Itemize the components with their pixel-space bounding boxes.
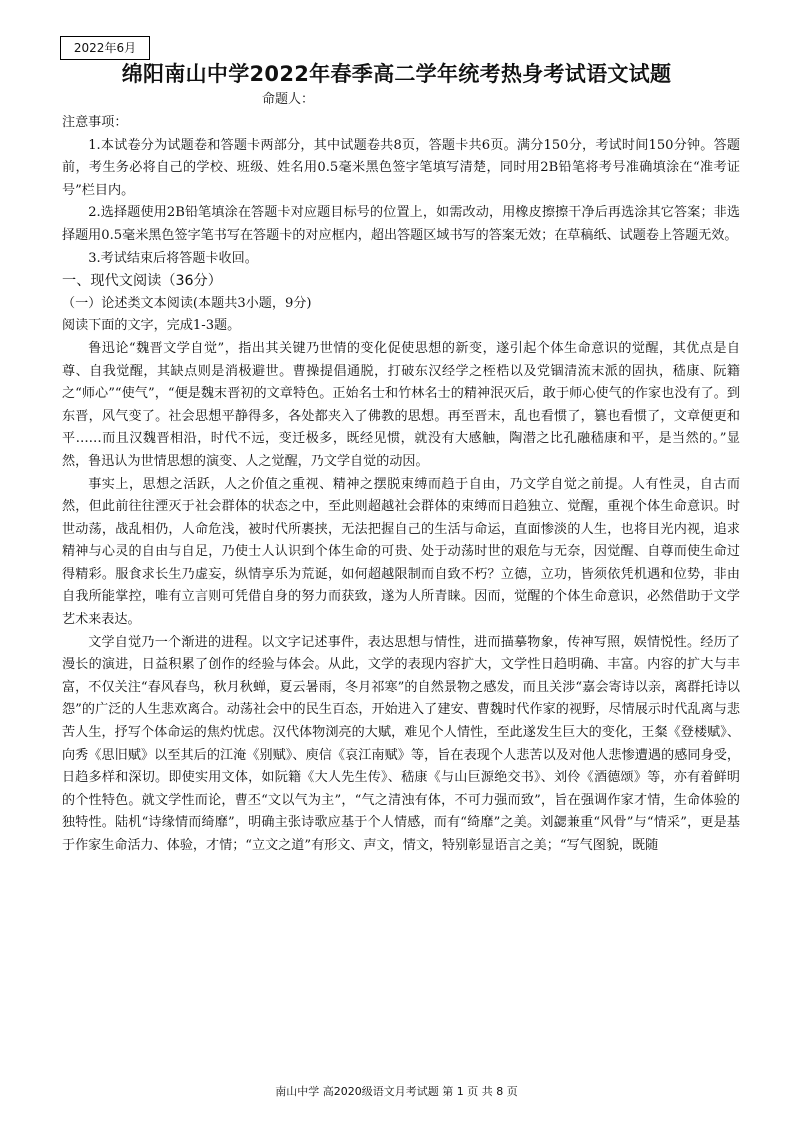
date-label: 2022年6月: [60, 36, 150, 60]
notice-heading: 注意事项：: [62, 115, 128, 130]
page-footer: 南山中学 高2020级语文月考试题 第 1 页 共 8 页: [275, 1085, 518, 1098]
author-label: 命题人：: [262, 92, 315, 107]
notice-item: 1.本试卷分为试题卷和答题卡两部分，其中试题卷共8页，答题卡共6页。满分150分，考试时间150分钟。答题前，考生务必将自己的学校、班级、姓名用0.5毫米黑色签字笔填写清楚，同时用2B铅笔将考号准确填涂在“准考证号”栏目内。: [62, 137, 740, 198]
reading-paragraph: 事实上，思想之活跃，人之价值之重视、精神之摆脱束缚而趋于自由，乃文学自觉之前提。人有性灵，自古而然，但此前往往湮灭于社会群体的状态之中，至此则超越社会群体的束缚而日趋独立、觉醒，重视个体生命意识。时世动荡，战乱相仍，人命危浅，被时代所裹挟，无法把握自己的生活与命运，直面惨淡的人生，也将目光内视，追求精神与心灵的自由与自足，乃使士人认识到个体生命的可贵、处于动荡时世的艰危与无奈，因觉醒、自尊而使生命过得精彩。服食求长生乃虚妄，纵情享乐为荒诞，如何超越限制而自致不朽？立德，立功，皆须依凭机遇和位势，非由自我所能掌控，唯有立言则可凭借自身的努力而获致，遂为人所青睐。因而，觉醒的个体生命意识，必然借助于文学艺术来表达。: [62, 476, 740, 628]
section-heading: 一、现代文阅读（36分）: [62, 273, 222, 290]
exam-body: [62, 112, 740, 858]
page-title: 绵阳南山中学2022年春季高二学年统考热身考试语文试题: [121, 62, 672, 86]
reading-instruction: 阅读下面的文字，完成1-3题。: [62, 318, 241, 334]
notice-item: 2.选择题使用2B铅笔填涂在答题卡对应题目标号的位置上，如需改动，用橡皮擦擦干净后再选涂其它答案；非选择题用0.5毫米黑色签字笔书写在答题卡的对应框内，超出答题区域书写的答案无效；在草稿纸、试题卷上答题无效。: [62, 205, 740, 243]
notice-item: 3.考试结束后将答题卡收回。: [88, 250, 258, 266]
sub-section-heading: （一）论述类文本阅读(本题共3小题，9分): [62, 295, 312, 311]
reading-paragraph: 文学自觉乃一个渐进的进程。以文字记述事件，表达思想与情性，进而描摹物象，传神写照，娱情悦性。经历了漫长的演进，日益积累了创作的经验与体会。从此，文学的表现内容扩大，文学性日趋明确、丰富。内容的扩大与丰富，不仅关注“春风春鸟，秋月秋蝉，夏云暑雨，冬月祁寒”的自然景物之感发，而且关涉“嘉会寄诗以亲，离群托诗以怨”的广泛的人生悲欢离合。动荡社会中的民生百态，开始进入了建安、曹魏时代作家的视野，尽情展示时代乱离与悲苦人生，抒写个体命运的焦灼忧虑。汉代体物浏亮的大赋，难见个人情性，至此遂发生巨大的变化，王粲《登楼赋》、向秀《思旧赋》以至其后的江淹《别赋》、庾信《哀江南赋》等，旨在表现个人悲苦以及对他人悲惨遭遇的感同身受，日趋多样和深切。即使实用文体，如阮籍《大人先生传》、嵇康《与山巨源绝交书》、刘伶《酒德颂》等，亦有着鲜明的个性特色。就文学性而论，曹丕“文以气为主”，“气之清浊有体，不可力强而致”，旨在强调作家才情，生命体验的独特性。陆机“诗缘情而绮靡”，明确主张诗歌应基于个人情感，而有“绮靡”之美。刘勰兼重“风骨”与“情采”，更是基于作家生命活力、体验，才情；“立文之道”有形文、声文，情文，特别彰显语言之美；“写气图貌，既随: [62, 634, 740, 853]
reading-paragraph: 鲁迅论“魏晋文学自觉”，指出其关键乃世情的变化促使思想的新变，遂引起个体生命意识的觉醒，其优点是自尊、自我觉醒，其缺点则是消极避世。曹操提倡通脱，打破东汉经学之桎梏以及党锢清流末派的固执，嵇康、阮籍之“师心”“使气”，“便是魏末晋初的文章特色。正始名士和竹林名士的精神泯灭后，敢于师心使气的作家也没有了。到东晋，风气变了。社会思想平静得多，各处都夹入了佛教的思想。再至晋末，乱也看惯了，篡也看惯了，文章便更和平……而且汉魏晋相沿，时代不远，变迁极多，既经见惯，就没有大感触，陶潜之比孔融嵇康和平，是当然的。”显然，鲁迅认为世情思想的演变、人之觉醒，乃文学自觉的动因。: [62, 340, 740, 469]
